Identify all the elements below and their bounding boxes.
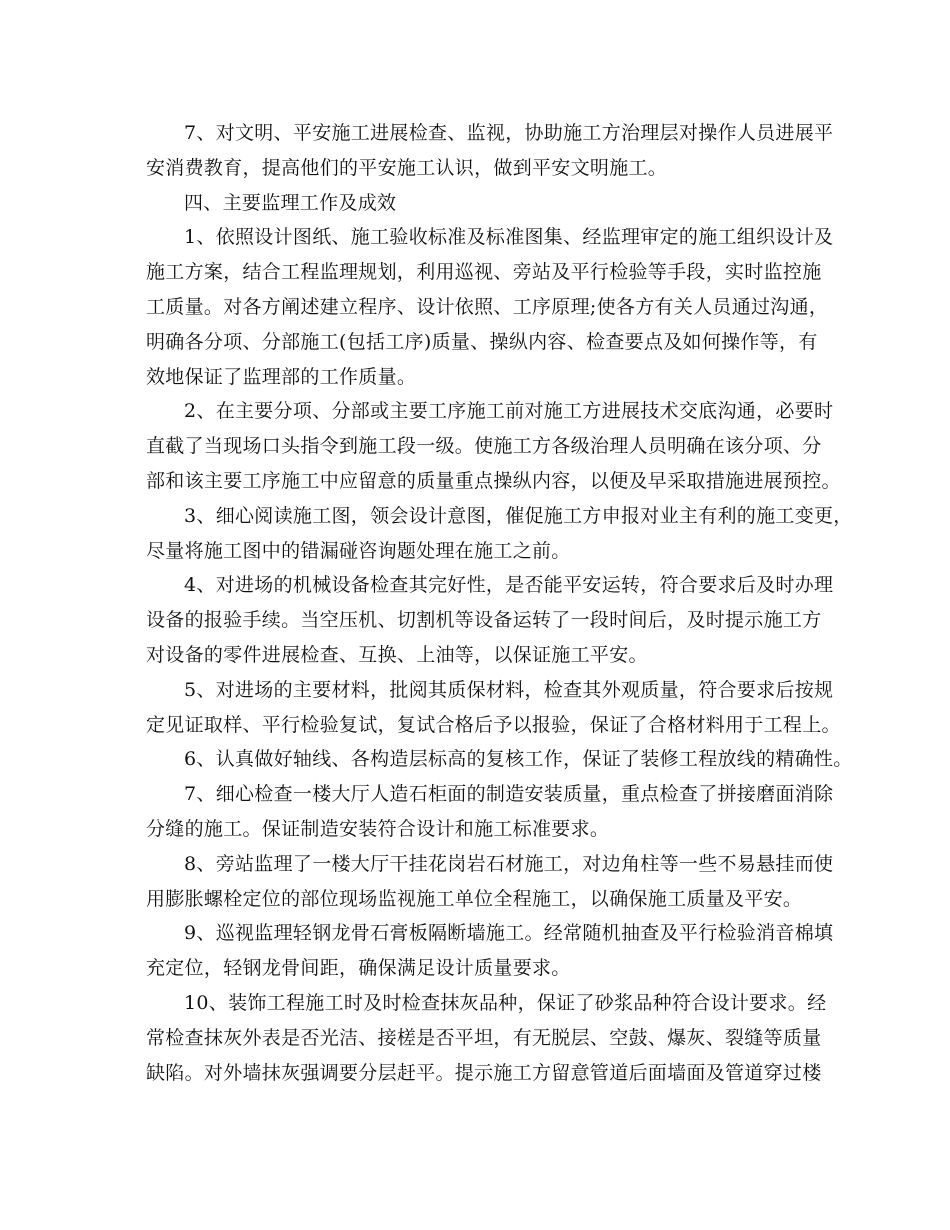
text-line: 安消费教育，提高他们的平安施工认识，做到平安文明施工。 bbox=[146, 156, 668, 179]
text-line: 直截了当现场口头指令到施工段一级。使施工方各级治理人员明确在该分项、分 bbox=[146, 435, 822, 458]
text-line: 常检查抹灰外表是否光洁、接槎是否平坦，有无脱层、空鼓、爆灰、裂缝等质量 bbox=[146, 1026, 822, 1049]
text-line: 9、巡视监理轻钢龙骨石膏板隔断墙施工。经常随机抽查及平行检验消音棉填 bbox=[184, 922, 834, 945]
text-line: 充定位，轻钢龙骨间距，确保满足设计质量要求。 bbox=[146, 957, 571, 980]
text-line: 3、细心阅读施工图，领会设计意图，催促施工方申报对业主有利的施工变更， bbox=[184, 504, 853, 527]
text-line: 四、主要监理工作及成效 bbox=[184, 191, 397, 214]
text-line: 定见证取样、平行检验复试，复试合格后予以报验，保证了合格材料用于工程上。 bbox=[146, 713, 841, 736]
text-line: 明确各分项、分部施工(包括工序)质量、操纵内容、检查要点及如何操作等，有 bbox=[146, 330, 818, 353]
text-line: 5、对进场的主要材料，批阅其质保材料，检查其外观质量，符合要求后按规 bbox=[184, 678, 834, 701]
text-line: 7、对文明、平安施工进展检查、监视，协助施工方治理层对操作人员进展平 bbox=[184, 122, 834, 144]
text-line: 10、装饰工程施工时及时检查抹灰品种，保证了砂浆品种符合设计要求。经 bbox=[184, 991, 827, 1014]
text-line: 8、旁站监理了一楼大厅干挂花岗岩石材施工，对边角柱等一些不易悬挂而使 bbox=[184, 852, 834, 875]
text-line: 设备的报验手续。当空压机、切割机等设备运转了一段时间后，及时提示施工方 bbox=[146, 609, 822, 632]
document-body bbox=[146, 116, 853, 1090]
text-line: 1、依照设计图纸、施工验收标准及标准图集、经监理审定的施工组织设计及 bbox=[184, 226, 834, 249]
text-line: 2、在主要分项、分部或主要工序施工前对施工方进展技术交底沟通，必要时 bbox=[184, 400, 834, 423]
text-line: 4、对进场的机械设备检查其完好性，是否能平安运转，符合要求后及时办理 bbox=[184, 574, 834, 597]
text-line: 分缝的施工。保证制造安装符合设计和施工标准要求。 bbox=[146, 817, 610, 840]
text-line: 缺陷。对外墙抹灰强调要分层赶平。提示施工方留意管道后面墙面及管道穿过楼 bbox=[146, 1061, 822, 1084]
text-line: 用膨胀螺栓定位的部位现场监视施工单位全程施工，以确保施工质量及平安。 bbox=[146, 887, 803, 910]
text-line: 施工方案，结合工程监理规划，利用巡视、旁站及平行检验等手段，实时监控施 bbox=[146, 261, 822, 284]
text-line: 对设备的零件进展检查、互换、上油等，以保证施工平安。 bbox=[146, 643, 648, 666]
text-line: 效地保证了监理部的工作质量。 bbox=[146, 365, 417, 388]
text-line: 部和该主要工序施工中应留意的质量重点操纵内容，以便及早采取措施进展预控。 bbox=[146, 469, 841, 492]
text-line: 7、细心检查一楼大厅人造石柜面的制造安装质量，重点检查了拼接磨面消除 bbox=[184, 783, 834, 806]
text-line: 尽量将施工图中的错漏碰咨询题处理在施工之前。 bbox=[146, 539, 571, 562]
text-line: 工质量。对各方阐述建立程序、设计依照、工序原理;使各方有关人员通过沟通， bbox=[146, 295, 829, 318]
text-line: 6、认真做好轴线、各构造层标高的复核工作，保证了装修工程放线的精确性。 bbox=[184, 748, 853, 771]
